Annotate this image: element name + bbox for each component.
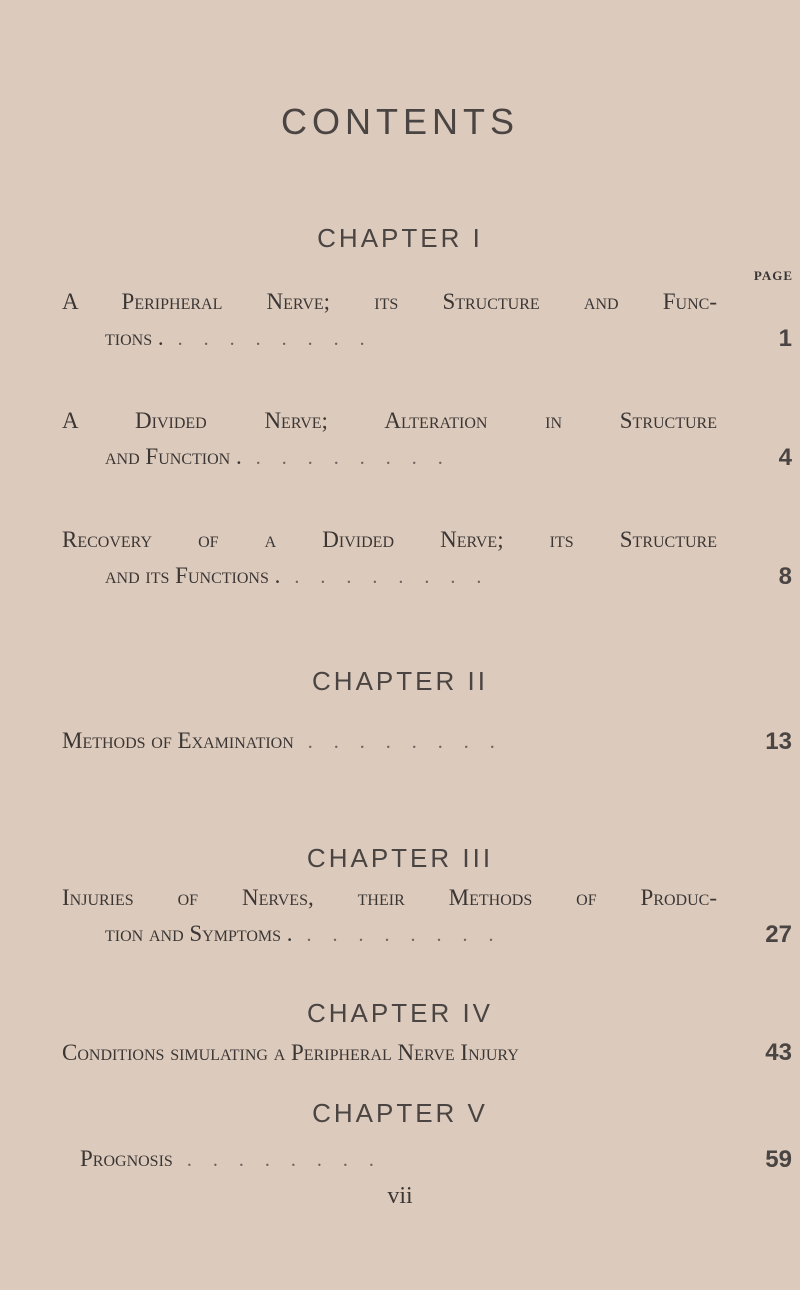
toc-entry-line: A Peripheral Nerve; its Structure and Func- — [62, 289, 717, 314]
toc-entry — [0, 880, 800, 953]
toc-entry — [0, 1035, 800, 1071]
dot-leader: . . . . . . . . — [177, 328, 373, 350]
page-number: 43 — [765, 1039, 792, 1066]
toc-entry-line: Injuries of Nerves, their Methods of Produc- — [62, 885, 717, 910]
toc-entry-line: tions . — [105, 325, 164, 350]
dot-leader: . . . . . . . . — [307, 731, 503, 753]
dot-leader: . . . . . . . . — [306, 924, 502, 946]
chapter-heading: CHAPTER IV — [306, 998, 494, 1028]
dot-leader: . . . . . . . . — [294, 566, 490, 588]
toc-entry-line: Prognosis — [80, 1146, 173, 1171]
toc-entry — [0, 403, 800, 476]
dot-leader: . . . . . . . . — [255, 447, 451, 469]
page-number: 27 — [765, 921, 792, 948]
page-column-label: PAGE — [753, 268, 793, 283]
chapter-heading: CHAPTER V — [312, 1098, 488, 1128]
toc-entry-line: A Divided Nerve; Alteration in Structure — [62, 408, 717, 433]
chapter-heading: CHAPTER III — [306, 843, 494, 873]
page-title: CONTENTS — [281, 101, 519, 142]
toc-entry-line: tion and Symptoms . — [105, 921, 293, 946]
toc-entry-line: and its Functions . — [105, 563, 281, 588]
chapter-heading: CHAPTER I — [317, 223, 483, 253]
toc-entry — [0, 1141, 800, 1178]
toc-entry — [0, 522, 800, 595]
toc-entry — [0, 284, 800, 357]
toc-entry-line: Conditions simulating a Peripheral Nerve Injury — [62, 1040, 519, 1065]
page-number: 8 — [778, 563, 792, 590]
toc-entry-line: Methods of Examination — [62, 728, 294, 753]
page-number: 59 — [765, 1146, 792, 1173]
toc-entry — [0, 723, 800, 760]
dot-leader: . . . . . . . . — [186, 1149, 382, 1171]
chapter-heading: CHAPTER II — [312, 666, 488, 696]
page-number: 13 — [765, 728, 792, 755]
toc-entry-line: Recovery of a Divided Nerve; its Structure — [62, 527, 717, 552]
folio-page-number: vii — [387, 1183, 413, 1209]
toc-entry-line: and Function . — [105, 444, 242, 469]
page-number: 1 — [778, 325, 792, 352]
page-number: 4 — [778, 444, 792, 471]
